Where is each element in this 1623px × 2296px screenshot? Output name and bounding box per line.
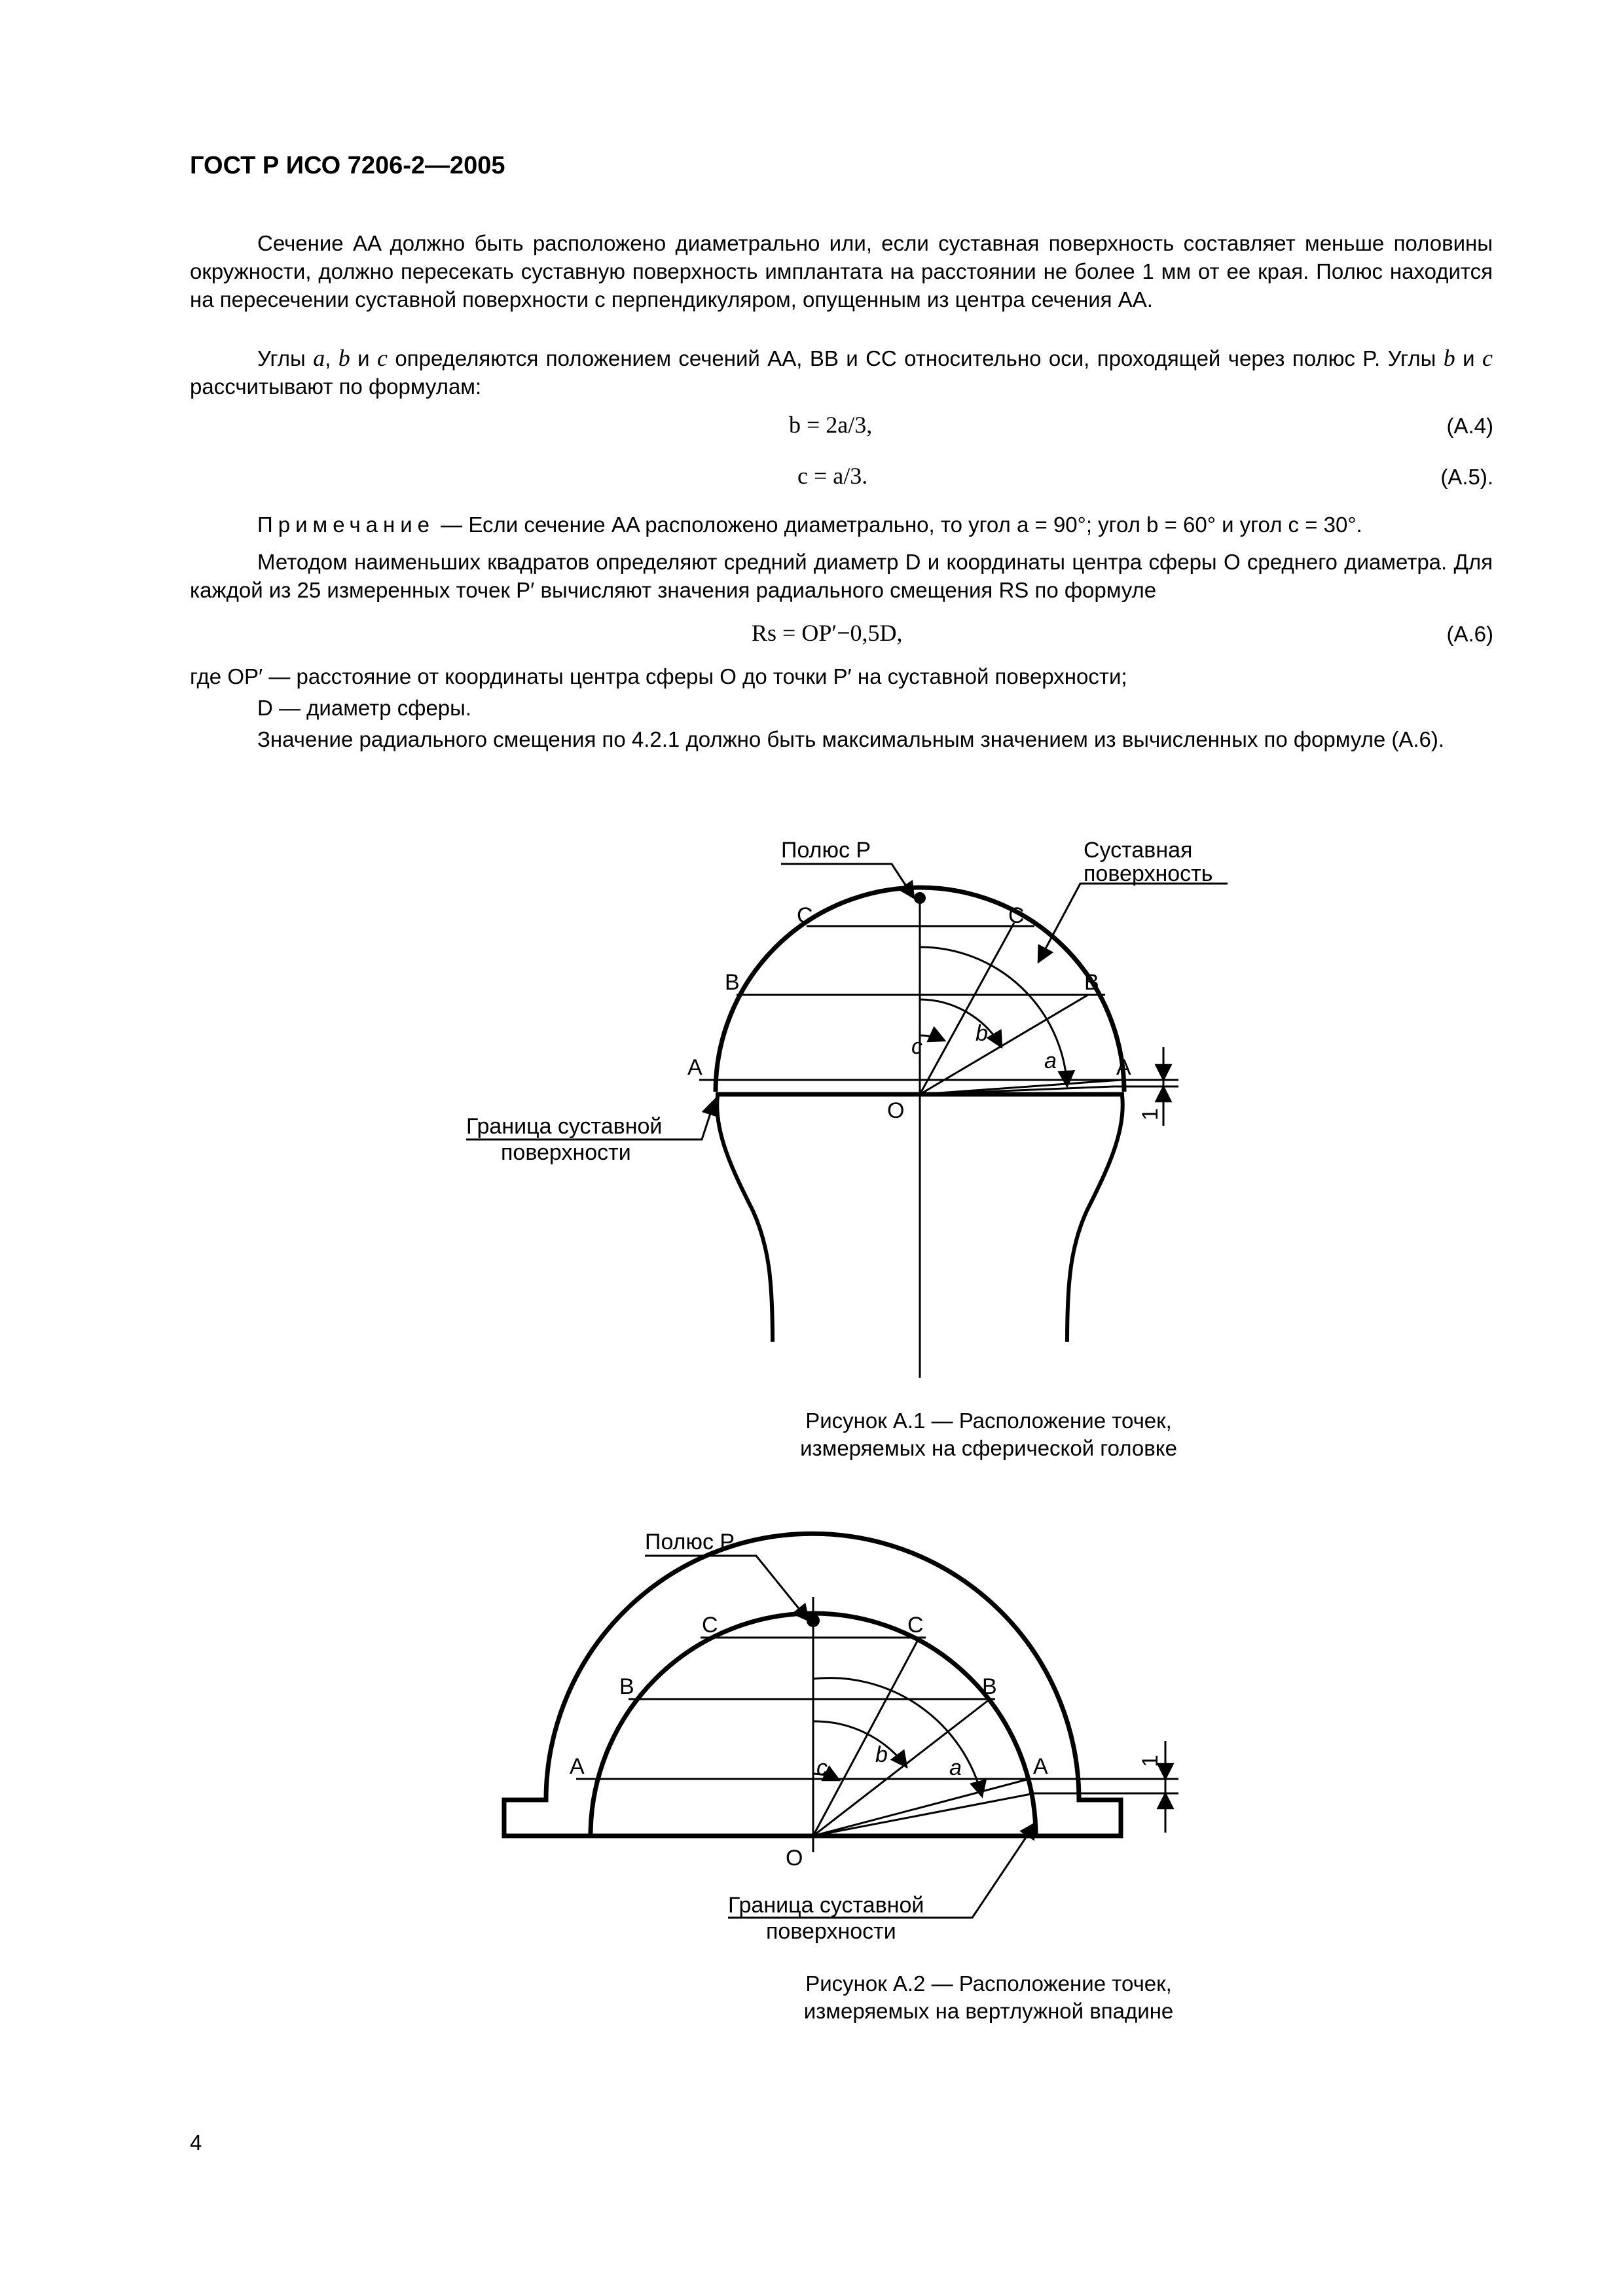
fig2-label-a-right: A [1033,1754,1048,1779]
fig1-label-c-left: C [797,903,813,928]
fig1-pole-label: Полюс P [781,838,871,863]
fig1-surface-label-1: Суставная [1084,838,1193,863]
fig2-angle-c: c [816,1755,828,1780]
paragraph-radial-offset: Значение радиального смещения по 4.2.1 должно быть максимальным значением из вычисленных по формуле (A.6). [257,727,1445,751]
fig2-dim-1: 1 [1138,1755,1163,1767]
paragraph-d-definition: D — диаметр сферы. [257,696,472,720]
paragraph-least-squares: Методом наименьших квадратов определяют средний диаметр D и координаты центра сферы O среднего диаметра. Для каждой из 25 измеренных точек P′ вычисляют значения радиального смещения RS по формуле [190,550,1493,602]
page-number: 4 [190,2130,202,2155]
fig1-label-b-right: B [1084,970,1099,995]
fig1-caption-1: Рисунок A.1 — Расположение точек, [805,1408,1172,1433]
fig2-angle-a: a [949,1755,962,1780]
paragraph-angles: Углы a, b и c определяются положением сечений AA, BB и CC относительно оси, проходящей через полюс P. Углы b и c рассчитывают по формулам: [190,345,1493,399]
note-paragraph: Примечание — Если сечение AA расположено диаметрально, то угол a = 90°; угол b = 60° и угол c = 30°. [257,512,1362,537]
fig2-leader-pole [645,1556,809,1621]
fig1-label-c-right: C [1008,903,1025,928]
fig1-border-label-2: поверхности [501,1140,631,1165]
fig1-label-a-right: A [1116,1055,1131,1080]
paragraph-section-aa: Сечение AA должно быть расположено диаметрально или, если суставная поверхность составляет меньше половины окружности, должно пересекать суставную поверхность имплантата на расстоянии не более 1 мм от ее края. Полюс находится на пересечении суставной поверхности с перпендикуляром, опущенным из центра сечения AA. [190,231,1493,312]
fig1-dim-1: 1 [1138,1108,1163,1121]
fig1-label-b-left: B [725,970,740,995]
fig1-label-o: O [887,1098,905,1123]
fig1-surface-label-2: поверхность [1084,861,1213,886]
fig2-pole-dot [807,1614,820,1627]
fig2-radius-b [813,1699,990,1836]
fig1-label-a-left: A [687,1055,702,1080]
fig2-radius-c [813,1638,919,1836]
fig2-pole-label: Полюс P [645,1530,735,1554]
fig1-angle-b: b [976,1021,988,1046]
formula-a5-number: (A.5). [1440,465,1493,489]
fig2-border-label-1: Граница суставной [728,1893,924,1918]
fig2-caption-1: Рисунок A.2 — Расположение точек, [805,1971,1172,1996]
fig2-label-b-right: B [982,1674,997,1699]
formula-a6-number: (A.6) [1446,622,1493,646]
fig1-caption-2: измеряемых на сферической головке [800,1436,1177,1460]
formula-a5: c = a/3. [797,463,868,489]
formula-a4-number: (A.4) [1446,414,1493,438]
fig2-border-label-2: поверхности [766,1919,896,1944]
fig2-label-a-left: A [570,1754,585,1779]
formula-a4: b = 2a/3, [789,412,873,438]
fig2-label-c-left: C [702,1613,718,1638]
fig2-angle-b: b [875,1742,888,1767]
formula-a6: Rs = OP′−0,5D, [752,620,903,646]
fig1-border-label-1: Граница суставной [466,1114,663,1139]
fig2-radius-a2 [813,1793,1034,1836]
fig2-caption-2: измеряемых на вертлужной впадине [803,1999,1174,2023]
fig2-label-o: O [786,1846,803,1871]
fig2-label-b-left: B [619,1674,634,1699]
fig2-label-c-right: C [907,1613,924,1638]
document-header: ГОСТ Р ИСО 7206-2—2005 [190,152,505,179]
fig2-radius-a [813,1779,1029,1836]
fig1-angle-a: a [1044,1049,1057,1073]
paragraph-op-definition: где OP′ — расстояние от координаты центра сферы O до точки P′ на суставной поверхности; [190,664,1127,689]
fig1-angle-c: c [911,1034,922,1059]
